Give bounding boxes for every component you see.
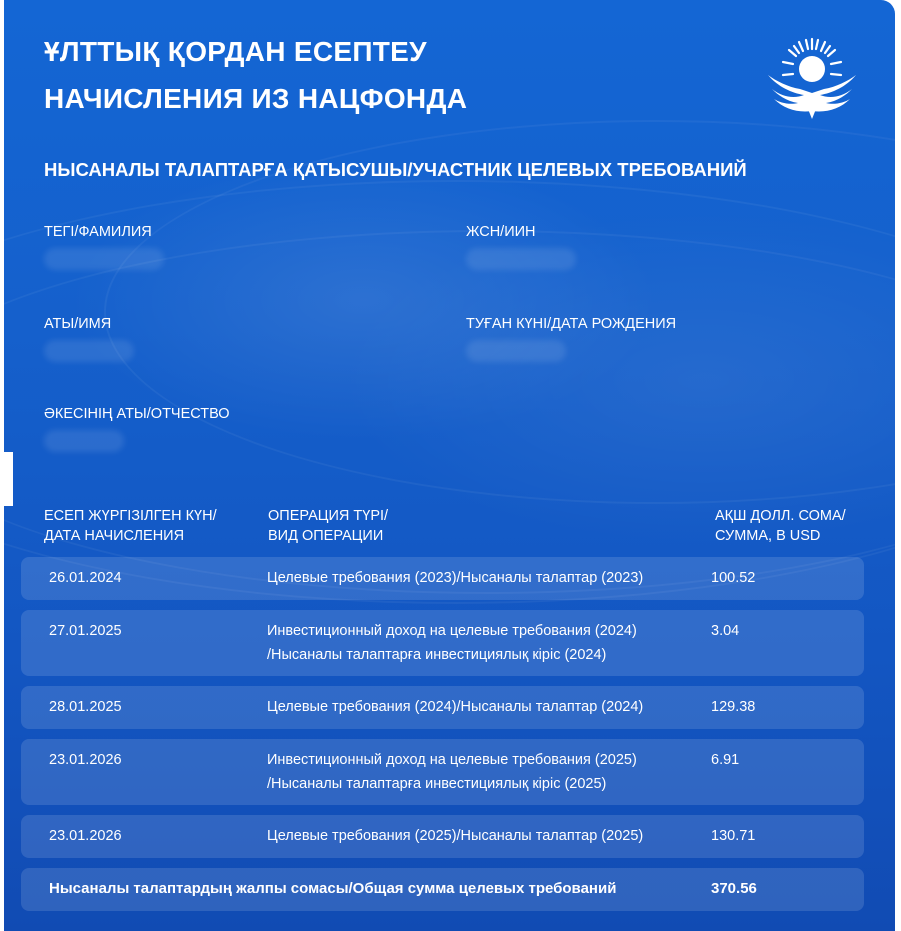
date-header-kz: ЕСЕП ЖҮРГІЗІЛГЕН КҮН/: [44, 508, 217, 524]
operation-column-header: [268, 506, 388, 546]
amount-header-kz: АҚШ ДОЛЛ. СОМА/: [715, 508, 846, 524]
row-date: 23.01.2026: [49, 828, 122, 844]
table-row: [21, 610, 864, 676]
row-amount: 130.71: [711, 828, 756, 844]
row-amount: 3.04: [711, 623, 740, 639]
row-operation: [267, 619, 637, 667]
amount-header-ru: СУММА, В USD: [715, 528, 821, 544]
row-date: 23.01.2026: [49, 752, 122, 768]
patronymic-label: ӘКЕСІНІҢ АТЫ/ОТЧЕСТВО: [44, 406, 230, 422]
row-operation: [267, 566, 643, 590]
accrual-statement-card: [4, 0, 895, 931]
row-amount: 129.38: [711, 699, 756, 715]
surname-label: ТЕГІ/ФАМИЛИЯ: [44, 224, 152, 240]
row-operation-line: Целевые требования (2024)/Нысаналы талаптар (2024): [267, 699, 644, 715]
row-operation-line: Инвестиционный доход на целевые требования (2025): [267, 752, 637, 768]
row-operation-line: Целевые требования (2023)/Нысаналы талаптар (2023): [267, 570, 644, 586]
total-row: [21, 868, 864, 911]
table-row: [21, 557, 864, 600]
row-operation: [267, 824, 643, 848]
table-row: [21, 739, 864, 805]
row-operation-line: /Нысаналы талаптарға инвестициялық кіріс (2024): [267, 647, 607, 663]
row-operation: [267, 748, 637, 796]
row-amount: 6.91: [711, 752, 740, 768]
surname-value-redacted: [44, 248, 164, 270]
patronymic-value-redacted: [44, 430, 124, 452]
row-operation-line: /Нысаналы талаптарға инвестициялық кіріс (2025): [267, 776, 607, 792]
title-kz: ҰЛТТЫҚ ҚОРДАН ЕСЕПТЕУ: [44, 36, 427, 67]
participant-section-title: НЫСАНАЛЫ ТАЛАПТАРҒА ҚАТЫСУШЫ/УЧАСТНИК ЦЕЛЕВЫХ ТРЕБОВАНИЙ: [44, 159, 747, 180]
row-operation: [267, 695, 643, 719]
row-date: 28.01.2025: [49, 699, 122, 715]
table-row: [21, 815, 864, 858]
row-date: 27.01.2025: [49, 623, 122, 639]
row-amount: 100.52: [711, 570, 756, 586]
table-row: [21, 686, 864, 729]
operation-header-kz: ОПЕРАЦИЯ ТҮРІ/: [268, 508, 389, 524]
birthdate-value-redacted: [466, 340, 566, 362]
date-header-ru: ДАТА НАЧИСЛЕНИЯ: [44, 528, 185, 544]
edge-strip: [4, 452, 13, 506]
name-value-redacted: [44, 340, 134, 362]
birthdate-label: ТУҒАН КҮНІ/ДАТА РОЖДЕНИЯ: [466, 316, 677, 332]
name-label: АТЫ/ИМЯ: [44, 316, 112, 332]
iin-value-redacted: [466, 248, 576, 270]
kazakhstan-emblem-icon: [764, 35, 860, 121]
operation-header-ru: ВИД ОПЕРАЦИИ: [268, 528, 384, 544]
row-date: 26.01.2024: [49, 570, 122, 586]
date-column-header: [44, 506, 217, 546]
row-operation-line: Целевые требования (2025)/Нысаналы талаптар (2025): [267, 828, 644, 844]
amount-column-header: [715, 506, 846, 546]
row-operation-line: Инвестиционный доход на целевые требования (2024): [267, 623, 637, 639]
total-label: Нысаналы талаптардың жалпы сомасы/Общая сумма целевых требований: [49, 880, 617, 897]
iin-label: ЖСН/ИИН: [466, 224, 536, 240]
total-amount: 370.56: [711, 880, 757, 897]
title-ru: НАЧИСЛЕНИЯ ИЗ НАЦФОНДА: [44, 83, 468, 114]
